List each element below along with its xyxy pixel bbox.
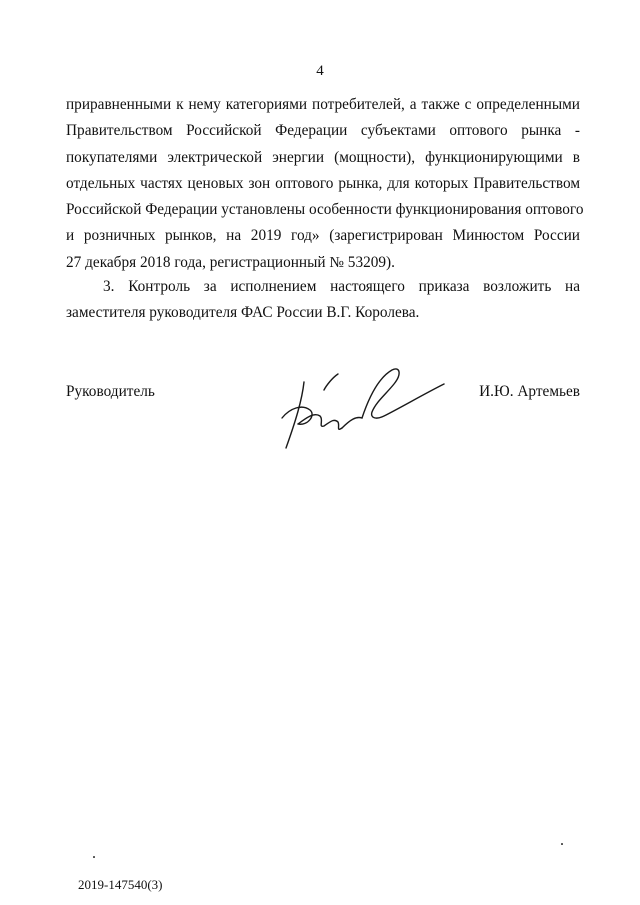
page-number: 4 (316, 63, 324, 79)
text-line: приравненными к нему категориями потребителей, а также с определенными (66, 96, 580, 113)
paragraph-item-3 (66, 274, 580, 327)
text-line: покупателями электрической энергии (мощности), функционирующими в (66, 148, 580, 166)
text-line: и розничных рынков, на 2019 год» (зарегистрирован Минюстом России (66, 227, 580, 245)
text-line: Правительством Российской Федерации субъектами оптового рынка - (66, 122, 580, 140)
text-line: отдельных частях ценовых зон оптового рынка, для которых Правительством (66, 174, 580, 192)
signature-position-label: Руководитель (66, 383, 155, 400)
text-line: 27 декабря 2018 года, регистрационный № 53209). (66, 253, 395, 271)
text-line: 3. Контроль за исполнением настоящего приказа возложить на (103, 278, 580, 295)
handwritten-signature-icon (276, 360, 446, 455)
paragraph-continuation (66, 92, 584, 276)
signatory-name: И.Ю. Артемьев (479, 383, 580, 400)
text-line: заместителя руководителя ФАС России В.Г. Королева. (66, 304, 420, 322)
scan-speck (561, 843, 563, 845)
scan-speck (93, 856, 95, 858)
text-line: Российской Федерации установлены особенности функционирования оптового (66, 201, 584, 219)
document-id: 2019-147540(3) (78, 877, 163, 892)
